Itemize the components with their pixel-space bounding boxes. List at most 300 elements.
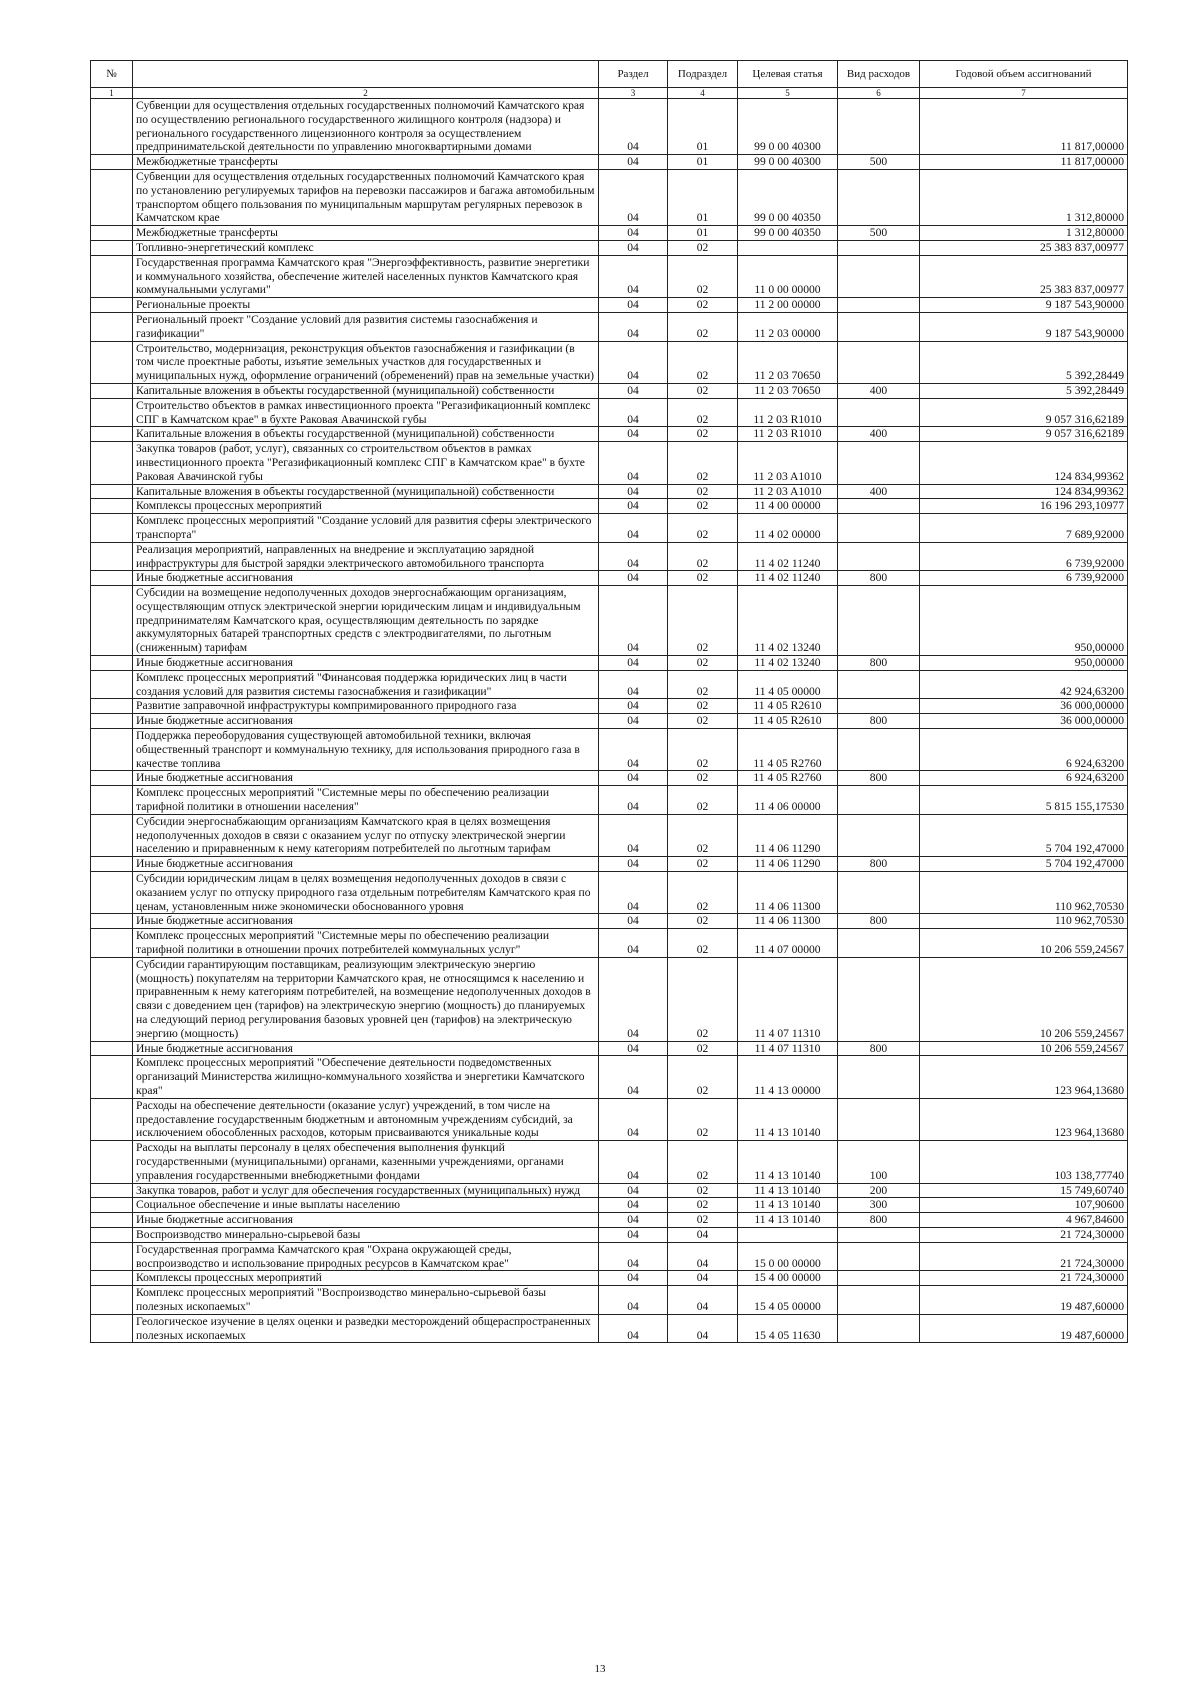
table-row	[91, 1242, 1128, 1271]
cell-razdel: 04	[599, 1183, 668, 1198]
cell-target: 11 2 03 A1010	[738, 484, 838, 499]
cell-name: Комплексы процессных мероприятий	[133, 1271, 599, 1286]
cell-amount: 1 312,80000	[920, 169, 1128, 225]
cell-type	[838, 1098, 920, 1140]
cell-amount: 6 739,92000	[920, 542, 1128, 571]
cell-type: 500	[838, 155, 920, 170]
cell-podrazdel: 02	[668, 427, 738, 442]
cell-type	[838, 1286, 920, 1315]
cell-no	[91, 1098, 133, 1140]
cell-podrazdel: 02	[668, 914, 738, 929]
cell-type: 200	[838, 1183, 920, 1198]
cell-type	[838, 1271, 920, 1286]
page-number: 13	[594, 1663, 606, 1675]
cell-razdel: 04	[599, 1286, 668, 1315]
cell-razdel: 04	[599, 814, 668, 856]
table-row	[91, 514, 1128, 543]
cell-razdel: 04	[599, 442, 668, 484]
cell-amount: 123 964,13680	[920, 1056, 1128, 1098]
cell-amount: 9 057 316,62189	[920, 398, 1128, 427]
cell-type	[838, 929, 920, 958]
cell-no	[91, 341, 133, 383]
cell-name: Топливно-энергетический комплекс	[133, 240, 599, 255]
cell-name: Поддержка переоборудования существующей автомобильной техники, включая общественный транспорт и коммунальную технику, для использования природного газа в качестве топлива	[133, 729, 599, 771]
cell-name: Региональные проекты	[133, 298, 599, 313]
cell-type	[838, 99, 920, 155]
cell-podrazdel: 02	[668, 255, 738, 297]
cell-podrazdel: 02	[668, 929, 738, 958]
cell-amount: 25 383 837,00977	[920, 240, 1128, 255]
table-row	[91, 341, 1128, 383]
cell-razdel: 04	[599, 255, 668, 297]
cell-podrazdel: 01	[668, 226, 738, 241]
cell-name: Государственная программа Камчатского края "Энергоэффективность, развитие энергетики и коммунального хозяйства, обеспечение жителей населенных пунктов Камчатского края коммунальными услугами"	[133, 255, 599, 297]
cell-no	[91, 255, 133, 297]
cell-target: 11 4 02 00000	[738, 514, 838, 543]
cell-no	[91, 1227, 133, 1242]
cell-razdel: 04	[599, 383, 668, 398]
index-cell: 2	[133, 88, 599, 99]
cell-razdel: 04	[599, 656, 668, 671]
cell-podrazdel: 02	[668, 383, 738, 398]
cell-type: 800	[838, 857, 920, 872]
table-row	[91, 255, 1128, 297]
cell-target: 11 4 05 R2760	[738, 729, 838, 771]
cell-amount: 19 487,60000	[920, 1286, 1128, 1315]
cell-razdel: 04	[599, 226, 668, 241]
cell-no	[91, 670, 133, 699]
cell-amount: 5 392,28449	[920, 341, 1128, 383]
cell-no	[91, 226, 133, 241]
cell-target: 15 0 00 00000	[738, 1242, 838, 1271]
cell-type: 800	[838, 656, 920, 671]
table-row	[91, 699, 1128, 714]
table-row	[91, 929, 1128, 958]
cell-target	[738, 1227, 838, 1242]
cell-amount: 107,90600	[920, 1198, 1128, 1213]
table-body	[91, 99, 1128, 1343]
cell-razdel: 04	[599, 312, 668, 341]
cell-no	[91, 442, 133, 484]
cell-podrazdel: 02	[668, 240, 738, 255]
cell-type	[838, 814, 920, 856]
cell-razdel: 04	[599, 514, 668, 543]
cell-type	[838, 542, 920, 571]
cell-type	[838, 1314, 920, 1343]
cell-target: 99 0 00 40350	[738, 226, 838, 241]
cell-name: Иные бюджетные ассигнования	[133, 857, 599, 872]
cell-type	[838, 312, 920, 341]
table-row	[91, 169, 1128, 225]
table-row	[91, 656, 1128, 671]
cell-no	[91, 914, 133, 929]
cell-no	[91, 1213, 133, 1228]
cell-type	[838, 586, 920, 656]
cell-name: Субсидии энергоснабжающим организациям Камчатского края в целях возмещения недополученных доходов в связи с оказанием услуг по отпуску электрической энергии населению и приравненным к нему категориям потребителей по льготным тарифам	[133, 814, 599, 856]
cell-razdel: 04	[599, 1041, 668, 1056]
cell-amount: 21 724,30000	[920, 1271, 1128, 1286]
table-row	[91, 298, 1128, 313]
cell-podrazdel: 01	[668, 169, 738, 225]
table-row	[91, 857, 1128, 872]
table-row	[91, 1198, 1128, 1213]
table-row	[91, 99, 1128, 155]
cell-amount: 123 964,13680	[920, 1098, 1128, 1140]
table-row	[91, 442, 1128, 484]
cell-target: 11 4 07 00000	[738, 929, 838, 958]
header-type: Вид расходов	[838, 61, 920, 88]
cell-amount: 42 924,63200	[920, 670, 1128, 699]
table-row	[91, 155, 1128, 170]
cell-podrazdel: 02	[668, 586, 738, 656]
cell-target: 11 4 02 11240	[738, 542, 838, 571]
cell-amount: 5 815 155,17530	[920, 786, 1128, 815]
cell-no	[91, 1141, 133, 1183]
cell-no	[91, 240, 133, 255]
cell-podrazdel: 02	[668, 872, 738, 914]
cell-target: 11 4 05 00000	[738, 670, 838, 699]
table-row	[91, 1286, 1128, 1315]
cell-type: 400	[838, 427, 920, 442]
header-podrazdel: Подраздел	[668, 61, 738, 88]
cell-type	[838, 442, 920, 484]
cell-type: 400	[838, 484, 920, 499]
cell-target: 11 4 06 00000	[738, 786, 838, 815]
cell-amount: 6 739,92000	[920, 571, 1128, 586]
table-row	[91, 312, 1128, 341]
cell-no	[91, 1242, 133, 1271]
cell-podrazdel: 02	[668, 341, 738, 383]
cell-type	[838, 240, 920, 255]
cell-target: 11 4 02 13240	[738, 656, 838, 671]
cell-razdel: 04	[599, 872, 668, 914]
cell-podrazdel: 02	[668, 656, 738, 671]
cell-name: Комплекс процессных мероприятий "Создание условий для развития сферы электрического транспорта"	[133, 514, 599, 543]
index-cell: 7	[920, 88, 1128, 99]
cell-amount: 6 924,63200	[920, 729, 1128, 771]
cell-name: Строительство, модернизация, реконструкция объектов газоснабжения и газификации (в том числе проектные работы, изъятие земельных участков для государственных и муниципальных нужд, оформление ограничений (обременений) прав на земельные участки)	[133, 341, 599, 383]
cell-name: Региональный проект "Создание условий для развития системы газоснабжения и газификации"	[133, 312, 599, 341]
cell-razdel: 04	[599, 499, 668, 514]
cell-type	[838, 786, 920, 815]
budget-table	[90, 60, 1128, 1343]
cell-podrazdel: 02	[668, 714, 738, 729]
table-row	[91, 1314, 1128, 1343]
header-razdel: Раздел	[599, 61, 668, 88]
cell-type	[838, 699, 920, 714]
cell-amount: 11 817,00000	[920, 155, 1128, 170]
table-row	[91, 914, 1128, 929]
cell-amount: 21 724,30000	[920, 1227, 1128, 1242]
cell-razdel: 04	[599, 1198, 668, 1213]
cell-amount: 9 187 543,90000	[920, 298, 1128, 313]
cell-type: 800	[838, 1041, 920, 1056]
cell-razdel: 04	[599, 714, 668, 729]
cell-razdel: 04	[599, 929, 668, 958]
cell-type	[838, 169, 920, 225]
cell-no	[91, 298, 133, 313]
table-row	[91, 586, 1128, 656]
cell-name: Развитие заправочной инфраструктуры компримированного природного газа	[133, 699, 599, 714]
cell-razdel: 04	[599, 1314, 668, 1343]
cell-name: Государственная программа Камчатского края "Охрана окружающей среды, воспроизводство и использование природных ресурсов в Камчатском крае"	[133, 1242, 599, 1271]
cell-razdel: 04	[599, 427, 668, 442]
cell-type	[838, 255, 920, 297]
cell-type: 800	[838, 571, 920, 586]
cell-target: 11 2 03 R1010	[738, 427, 838, 442]
cell-no	[91, 312, 133, 341]
table-row	[91, 1213, 1128, 1228]
table-row	[91, 814, 1128, 856]
cell-type	[838, 398, 920, 427]
cell-name: Закупка товаров, работ и услуг для обеспечения государственных (муниципальных) нужд	[133, 1183, 599, 1198]
cell-name: Иные бюджетные ассигнования	[133, 771, 599, 786]
cell-no	[91, 514, 133, 543]
cell-target	[738, 240, 838, 255]
cell-no	[91, 398, 133, 427]
cell-amount: 36 000,00000	[920, 699, 1128, 714]
cell-type: 800	[838, 1213, 920, 1228]
cell-type: 300	[838, 1198, 920, 1213]
cell-no	[91, 786, 133, 815]
cell-no	[91, 571, 133, 586]
cell-no	[91, 383, 133, 398]
cell-type: 400	[838, 383, 920, 398]
cell-target: 11 2 03 70650	[738, 341, 838, 383]
cell-amount: 110 962,70530	[920, 914, 1128, 929]
cell-type: 100	[838, 1141, 920, 1183]
table-row	[91, 786, 1128, 815]
cell-amount: 4 967,84600	[920, 1213, 1128, 1228]
cell-target: 11 4 07 11310	[738, 1041, 838, 1056]
cell-amount: 10 206 559,24567	[920, 957, 1128, 1041]
table-row	[91, 542, 1128, 571]
cell-amount: 124 834,99362	[920, 484, 1128, 499]
cell-target: 11 4 13 00000	[738, 1056, 838, 1098]
cell-razdel: 04	[599, 542, 668, 571]
header-amount: Годовой объем ассигнований	[920, 61, 1128, 88]
cell-amount: 6 924,63200	[920, 771, 1128, 786]
cell-name: Закупка товаров (работ, услуг), связанных со строительством объектов в рамках инвестиционного проекта "Регазификационный комплекс СПГ в Камчатском крае" в бухте Раковая Авачинской губы	[133, 442, 599, 484]
cell-podrazdel: 02	[668, 1183, 738, 1198]
cell-name: Иные бюджетные ассигнования	[133, 656, 599, 671]
cell-amount: 25 383 837,00977	[920, 255, 1128, 297]
cell-target: 99 0 00 40300	[738, 99, 838, 155]
cell-amount: 5 704 192,47000	[920, 814, 1128, 856]
cell-target: 11 4 13 10140	[738, 1141, 838, 1183]
cell-podrazdel: 04	[668, 1242, 738, 1271]
cell-amount: 103 138,77740	[920, 1141, 1128, 1183]
cell-name: Капитальные вложения в объекты государственной (муниципальной) собственности	[133, 484, 599, 499]
cell-name: Комплекс процессных мероприятий "Воспроизводство минерально-сырьевой базы полезных ископаемых"	[133, 1286, 599, 1315]
cell-name: Строительство объектов в рамках инвестиционного проекта "Регазификационный комплекс СПГ в Камчатском крае" в бухте Раковая Авачинской губы	[133, 398, 599, 427]
cell-podrazdel: 02	[668, 699, 738, 714]
cell-name: Капитальные вложения в объекты государственной (муниципальной) собственности	[133, 427, 599, 442]
cell-target: 11 4 05 R2760	[738, 771, 838, 786]
cell-target: 11 4 07 11310	[738, 957, 838, 1041]
cell-no	[91, 814, 133, 856]
table-row	[91, 383, 1128, 398]
cell-no	[91, 1271, 133, 1286]
cell-razdel: 04	[599, 914, 668, 929]
table-row	[91, 1183, 1128, 1198]
table-index-row	[91, 88, 1128, 99]
cell-razdel: 04	[599, 240, 668, 255]
cell-type: 500	[838, 226, 920, 241]
index-cell: 5	[738, 88, 838, 99]
cell-amount: 11 817,00000	[920, 99, 1128, 155]
cell-name: Капитальные вложения в объекты государственной (муниципальной) собственности	[133, 383, 599, 398]
cell-name: Межбюджетные трансферты	[133, 226, 599, 241]
cell-razdel: 04	[599, 586, 668, 656]
cell-amount: 124 834,99362	[920, 442, 1128, 484]
cell-type	[838, 499, 920, 514]
cell-type	[838, 1242, 920, 1271]
table-row	[91, 771, 1128, 786]
cell-podrazdel: 02	[668, 514, 738, 543]
cell-razdel: 04	[599, 571, 668, 586]
cell-no	[91, 699, 133, 714]
cell-podrazdel: 02	[668, 1198, 738, 1213]
cell-type	[838, 1056, 920, 1098]
cell-target: 11 2 03 R1010	[738, 398, 838, 427]
table-row	[91, 240, 1128, 255]
cell-name: Иные бюджетные ассигнования	[133, 1213, 599, 1228]
table-row	[91, 1271, 1128, 1286]
cell-no	[91, 169, 133, 225]
table-row	[91, 398, 1128, 427]
cell-no	[91, 656, 133, 671]
cell-podrazdel: 02	[668, 857, 738, 872]
header-name	[133, 61, 599, 88]
cell-target: 11 4 02 13240	[738, 586, 838, 656]
cell-name: Субвенции для осуществления отдельных государственных полномочий Камчатского края по осуществлению регионального государственного жилищного контроля (надзора) и регионального государственного лицензионного контроля за осуществлением предпринимательской деятельности по управлению многоквартирными домами	[133, 99, 599, 155]
cell-name: Субсидии юридическим лицам в целях возмещения недополученных доходов в связи с оказанием услуг по отпуску природного газа отдельным потребителям Камчатского края по ценам, установленным ниже экономически обоснованного уровня	[133, 872, 599, 914]
cell-razdel: 04	[599, 771, 668, 786]
cell-razdel: 04	[599, 729, 668, 771]
cell-podrazdel: 02	[668, 499, 738, 514]
cell-amount: 7 689,92000	[920, 514, 1128, 543]
cell-no	[91, 499, 133, 514]
cell-target: 11 2 03 00000	[738, 312, 838, 341]
table-row	[91, 1041, 1128, 1056]
cell-name: Социальное обеспечение и иные выплаты населению	[133, 1198, 599, 1213]
cell-razdel: 04	[599, 1271, 668, 1286]
cell-name: Геологическое изучение в целях оценки и разведки месторождений общераспространенных полезных ископаемых	[133, 1314, 599, 1343]
cell-target: 11 4 06 11300	[738, 914, 838, 929]
cell-amount: 21 724,30000	[920, 1242, 1128, 1271]
cell-podrazdel: 02	[668, 786, 738, 815]
cell-target: 11 4 13 10140	[738, 1213, 838, 1228]
cell-podrazdel: 02	[668, 398, 738, 427]
cell-razdel: 04	[599, 670, 668, 699]
cell-razdel: 04	[599, 957, 668, 1041]
cell-target: 15 4 00 00000	[738, 1271, 838, 1286]
cell-name: Иные бюджетные ассигнования	[133, 1041, 599, 1056]
cell-amount: 15 749,60740	[920, 1183, 1128, 1198]
cell-name: Иные бюджетные ассигнования	[133, 714, 599, 729]
cell-razdel: 04	[599, 99, 668, 155]
cell-razdel: 04	[599, 1098, 668, 1140]
cell-amount: 19 487,60000	[920, 1314, 1128, 1343]
table-header-row	[91, 61, 1128, 88]
cell-amount: 9 187 543,90000	[920, 312, 1128, 341]
cell-amount: 110 962,70530	[920, 872, 1128, 914]
cell-no	[91, 1183, 133, 1198]
cell-podrazdel: 02	[668, 729, 738, 771]
cell-podrazdel: 02	[668, 1056, 738, 1098]
index-cell: 4	[668, 88, 738, 99]
cell-type	[838, 957, 920, 1041]
cell-target: 11 2 03 A1010	[738, 442, 838, 484]
cell-type: 800	[838, 771, 920, 786]
cell-razdel: 04	[599, 169, 668, 225]
cell-podrazdel: 01	[668, 99, 738, 155]
cell-target: 11 4 13 10140	[738, 1198, 838, 1213]
cell-name: Расходы на выплаты персоналу в целях обеспечения выполнения функций государственными (муниципальными) органами, казенными учреждениями, органами управления государственными внебюджетными фондами	[133, 1141, 599, 1183]
cell-podrazdel: 02	[668, 542, 738, 571]
cell-name: Реализация мероприятий, направленных на внедрение и эксплуатацию зарядной инфраструктуры для быстрой зарядки электрического автомобильного транспорта	[133, 542, 599, 571]
table-row	[91, 1141, 1128, 1183]
table-row	[91, 484, 1128, 499]
cell-type	[838, 298, 920, 313]
cell-podrazdel: 01	[668, 155, 738, 170]
cell-name: Межбюджетные трансферты	[133, 155, 599, 170]
cell-target: 11 0 00 00000	[738, 255, 838, 297]
cell-target: 11 4 13 10140	[738, 1183, 838, 1198]
cell-no	[91, 586, 133, 656]
cell-podrazdel: 02	[668, 814, 738, 856]
cell-podrazdel: 02	[668, 442, 738, 484]
cell-no	[91, 872, 133, 914]
cell-no	[91, 1056, 133, 1098]
cell-target: 11 2 03 70650	[738, 383, 838, 398]
cell-podrazdel: 02	[668, 1213, 738, 1228]
cell-podrazdel: 02	[668, 957, 738, 1041]
cell-target: 99 0 00 40350	[738, 169, 838, 225]
table-row	[91, 427, 1128, 442]
cell-podrazdel: 02	[668, 771, 738, 786]
cell-no	[91, 1041, 133, 1056]
cell-amount: 950,00000	[920, 656, 1128, 671]
cell-podrazdel: 02	[668, 484, 738, 499]
index-cell: 6	[838, 88, 920, 99]
index-cell: 1	[91, 88, 133, 99]
cell-name: Субсидии на возмещение недополученных доходов энергоснабжающим организациям, осуществляющим отпуск электрической энергии юридическим лицам и индивидуальным предпринимателям Камчатского края, осуществляющим деятельность по зарядке аккумуляторных батарей транспортных средств с электродвигателями, по льготным (сниженным) тарифам	[133, 586, 599, 656]
cell-target: 11 4 05 R2610	[738, 714, 838, 729]
cell-type	[838, 729, 920, 771]
table-row	[91, 1227, 1128, 1242]
cell-type	[838, 341, 920, 383]
cell-razdel: 04	[599, 1213, 668, 1228]
cell-name: Расходы на обеспечение деятельности (оказание услуг) учреждений, в том числе на предоставление государственным бюджетным и автономным учреждениям субсидий, за исключением обособленных расходов, которым присваиваются уникальные коды	[133, 1098, 599, 1140]
cell-name: Комплекс процессных мероприятий "Системные меры по обеспечению реализации тарифной политики в отношении прочих потребителей коммунальных услуг"	[133, 929, 599, 958]
table-row	[91, 957, 1128, 1041]
table-row	[91, 1098, 1128, 1140]
cell-type: 800	[838, 714, 920, 729]
cell-razdel: 04	[599, 1227, 668, 1242]
cell-target: 15 4 05 11630	[738, 1314, 838, 1343]
cell-name: Иные бюджетные ассигнования	[133, 571, 599, 586]
cell-name: Комплекс процессных мероприятий "Системные меры по обеспечению реализации тарифной политики в отношении населения"	[133, 786, 599, 815]
cell-name: Воспроизводство минерально-сырьевой базы	[133, 1227, 599, 1242]
cell-type	[838, 514, 920, 543]
cell-name: Комплексы процессных мероприятий	[133, 499, 599, 514]
table-row	[91, 1056, 1128, 1098]
cell-podrazdel: 04	[668, 1227, 738, 1242]
cell-no	[91, 1286, 133, 1315]
cell-type	[838, 670, 920, 699]
